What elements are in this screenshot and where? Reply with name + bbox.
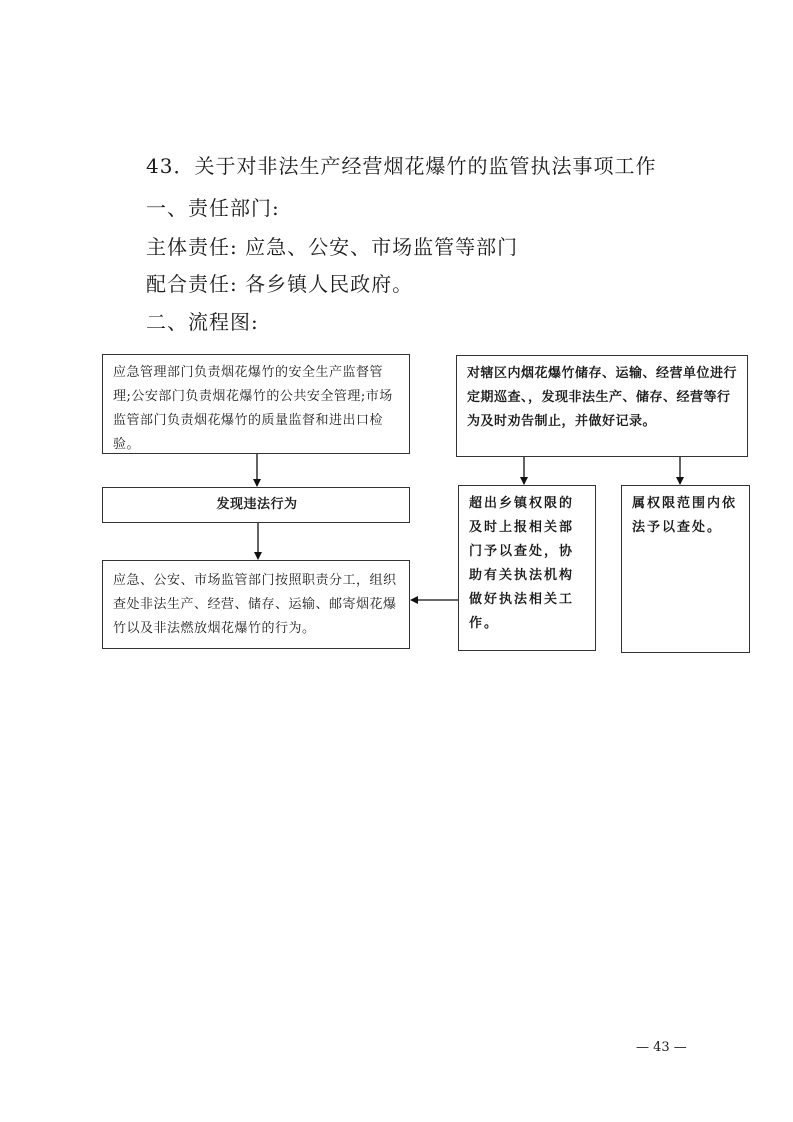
flow-box-patrol: 对辖区内烟花爆竹储存、运输、经营单位进行定期巡查、，发现非法生产、储存、经营等行为及时劝告制止，并做好记录。 [456, 355, 748, 457]
section1-title: 一、责任部门: [146, 196, 280, 220]
main-responsibility: 主体责任: 应急、公安、市场监管等部门 [146, 235, 519, 259]
cooperative-responsibility: 配合责任: 各乡镇人民政府。 [146, 272, 414, 296]
flow-box-handle: 属权限范围内依法予以查处。 [621, 485, 750, 653]
flow-box-duties: 应急管理部门负责烟花爆竹的安全生产监督管理;公安部门负责烟花爆竹的公共安全管理;市场监管部门负责烟花爆竹的质量监督和进出口检验。 [102, 354, 410, 454]
flow-box-report: 超出乡镇权限的及时上报相关部门予以查处，协助有关执法机构做好执法相关工作。 [458, 485, 596, 651]
page-number: — 43 — [636, 1040, 687, 1055]
section2-title: 二、流程图: [146, 310, 259, 334]
flow-box-discover: 发现违法行为 [102, 487, 410, 523]
page-heading: 43．关于对非法生产经营烟花爆竹的监管执法事项工作 [146, 154, 657, 178]
flow-box-investigate: 应急、公安、市场监管部门按照职责分工，组织查处非法生产、经营、储存、运输、邮寄烟花爆竹以及非法燃放烟花爆竹的行为。 [102, 560, 410, 649]
